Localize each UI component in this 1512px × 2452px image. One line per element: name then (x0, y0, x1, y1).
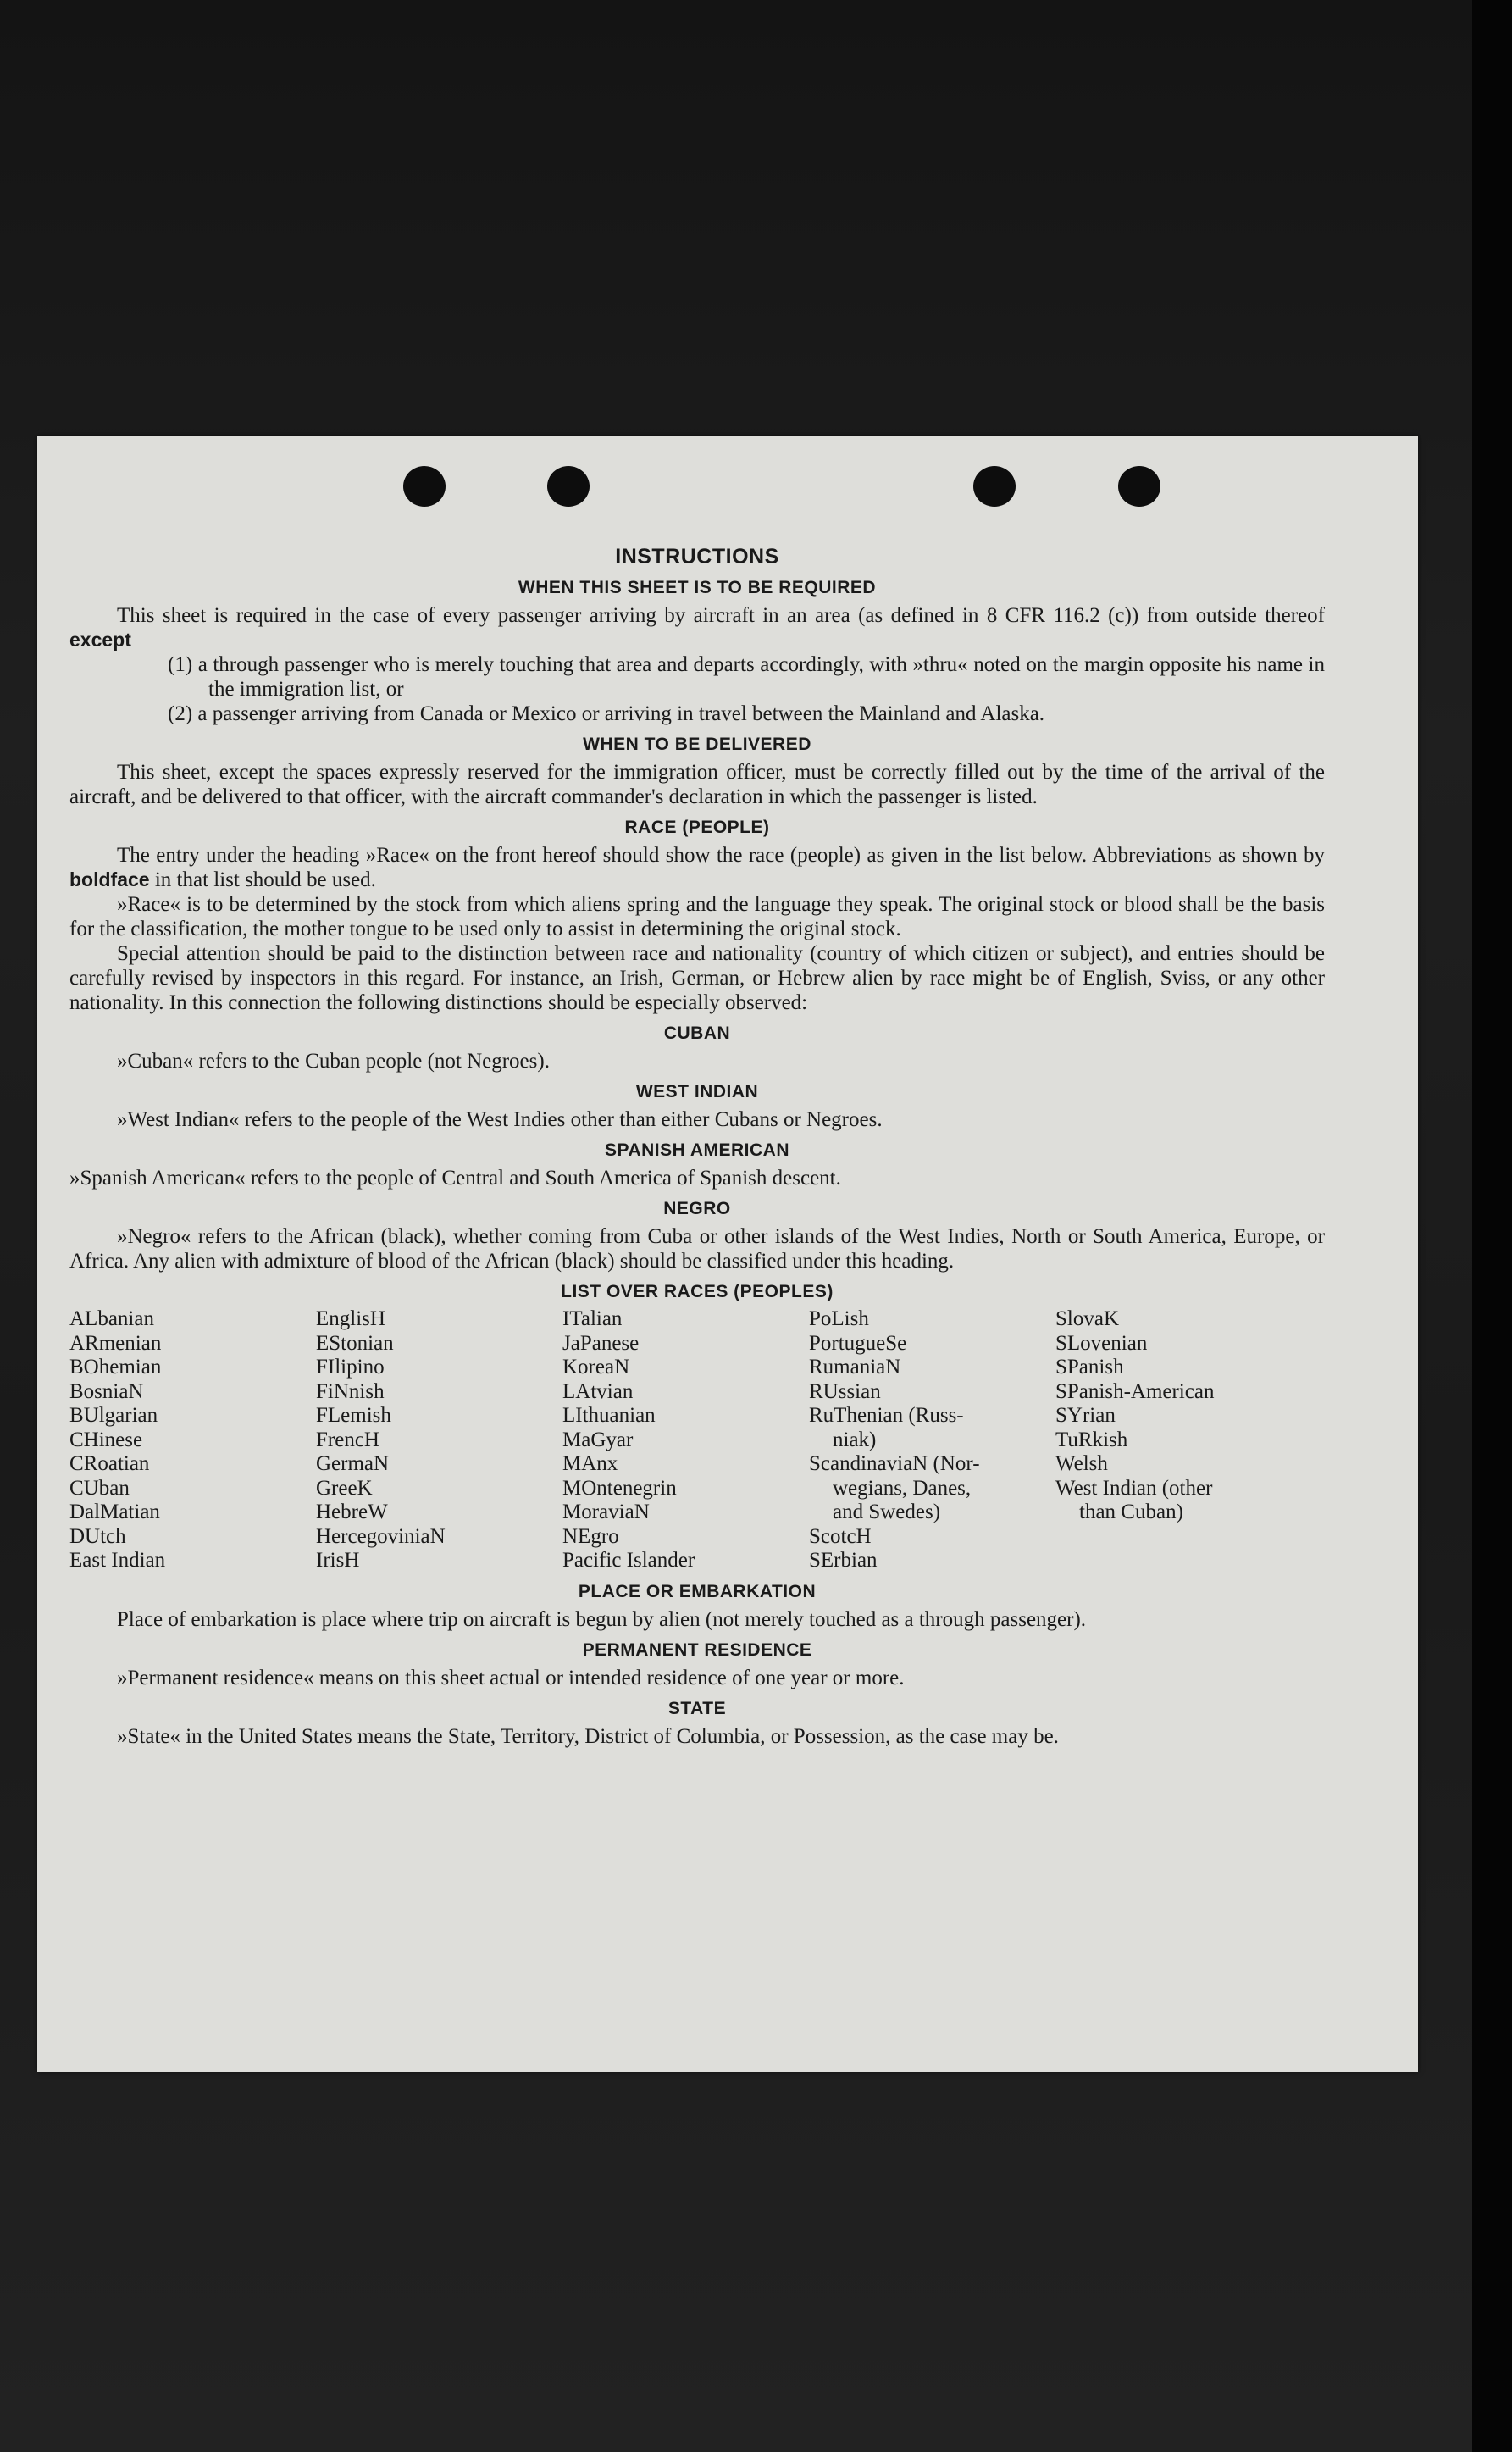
race-entry-continuation: than Cuban) (1079, 1501, 1183, 1523)
punch-hole (973, 466, 1016, 507)
heading-when-delivered: WHEN TO BE DELIVERED (583, 735, 811, 754)
race-entry: ScandinaviaN (Nor- (809, 1452, 980, 1475)
race-entry: PoLish (809, 1307, 869, 1330)
race-entry: ALbanian (69, 1307, 154, 1330)
race-entry: SErbian (809, 1549, 878, 1572)
punch-hole (403, 466, 446, 507)
race-paragraph-2: »Race« is to be determined by the stock from which aliens spring and the language they speak. The original stock or blood shall be the basis for the classification, the mother tongue to be used only to assist in determining the original stock. (69, 893, 1325, 940)
heading-west-indian: WEST INDIAN (635, 1082, 759, 1101)
heading-permanent-residence: PERMANENT RESIDENCE (582, 1639, 812, 1660)
race-entry: EnglisH (316, 1307, 385, 1330)
race-column (1055, 1307, 1302, 1573)
scan-edge (1472, 0, 1512, 2452)
heading-place-of-embarkation: PLACE OR EMBARKATION (578, 1581, 817, 1601)
page-title: INSTRUCTIONS (615, 545, 779, 569)
race-entry: HercegoviniaN (316, 1524, 446, 1548)
race-entry: KoreaN (562, 1356, 630, 1379)
exception-list (69, 652, 1325, 726)
race-entry: SPanish-American (1055, 1379, 1215, 1403)
heading-race: RACE (PEOPLE) (624, 818, 770, 837)
heading-when-required: WHEN THIS SHEET IS TO BE REQUIRED (518, 578, 877, 597)
when-required-intro: This sheet is required in the case of every passenger arriving by aircraft in an area (as defined in 8 CFR 116.2 (c)) from outside thereof except (69, 604, 1325, 651)
race-entry: CRoatian (69, 1452, 150, 1475)
race-list (69, 1307, 1325, 1573)
punch-hole (1118, 466, 1160, 507)
race-entry: DalMatian (69, 1501, 160, 1523)
cuban-text: »Cuban« refers to the Cuban people (not Negroes). (117, 1050, 550, 1073)
race-entry: MAnx (562, 1452, 618, 1475)
race-entry-continuation: wegians, Danes, (833, 1476, 972, 1500)
race-entry: HebreW (316, 1501, 388, 1523)
race-paragraph-1: The entry under the heading »Race« on the front hereof should show the race (people) as given in the list below. Abbreviations as shown by boldface in that list should be used. (69, 844, 1325, 891)
race-entry: LIthuanian (562, 1404, 656, 1427)
race-entry: PortugueSe (809, 1331, 907, 1355)
instruction-sheet (37, 436, 1418, 2072)
negro-text: »Negro« refers to the African (black), whether coming from Cuba or other islands of the West Indies, North or South America, Europe, or Africa. Any alien with admixture of blood of the African (black) should be classified under this heading. (69, 1225, 1325, 1273)
race-entry: GermaN (316, 1452, 390, 1475)
race-entry: GreeK (316, 1476, 373, 1500)
race-entry: FiNnish (316, 1379, 385, 1403)
race-entry: RumaniaN (809, 1356, 901, 1379)
race-entry: JaPanese (562, 1331, 640, 1355)
race-entry: ARmenian (69, 1331, 162, 1355)
race-entry: LAtvian (562, 1379, 634, 1403)
race-entry: CUban (69, 1476, 130, 1500)
exception-item: (2) a passenger arriving from Canada or Mexico or arriving in travel between the Mainland and Alaska. (168, 702, 1045, 725)
race-entry: MoraviaN (562, 1501, 650, 1523)
race-column (316, 1307, 562, 1573)
race-entry-continuation: niak) (833, 1428, 877, 1451)
race-column (69, 1307, 316, 1573)
west-indian-text: »West Indian« refers to the people of the West Indies other than either Cubans or Negroes. (117, 1108, 883, 1131)
punch-hole (547, 466, 590, 507)
race-entry: SPanish (1055, 1356, 1124, 1379)
permanent-residence-text: »Permanent residence« means on this sheet actual or intended residence of one year or more. (117, 1666, 905, 1689)
race-paragraph-3: Special attention should be paid to the distinction between race and nationality (country of which citizen or subject), and entries should be carefully revised by inspectors in this regard. For instance, an Irish, German, or Hebrew alien by race might be of English, Sviss, or any other nationality. In this connection the following distinctions should be especially observed: (69, 942, 1325, 1014)
when-delivered-text: This sheet, except the spaces expressly reserved for the immigration officer, must be correctly filled out by the time of the arrival of the aircraft, and be delivered to that officer, with the aircraft commander's declaration in which the passenger is listed. (69, 761, 1325, 808)
race-entry: BosniaN (69, 1379, 144, 1403)
race-entry: TuRkish (1055, 1428, 1128, 1451)
race-entry: Welsh (1055, 1452, 1108, 1475)
race-entry: SLovenian (1055, 1331, 1148, 1355)
race-entry: MaGyar (562, 1428, 634, 1451)
race-entry: RuThenian (Russ- (809, 1404, 964, 1427)
document-body (69, 545, 1325, 1749)
race-entry: IrisH (316, 1549, 360, 1572)
race-entry: SYrian (1055, 1404, 1116, 1427)
race-entry-continuation: and Swedes) (833, 1501, 941, 1523)
spanish-american-text: »Spanish American« refers to the people of Central and South America of Spanish descent. (69, 1167, 841, 1190)
heading-state: STATE (667, 1698, 727, 1718)
race-entry: West Indian (other (1055, 1476, 1213, 1500)
place-of-embarkation-text: Place of embarkation is place where trip on aircraft is begun by alien (not merely touched as a through passenger). (117, 1607, 1087, 1631)
heading-spanish-american: SPANISH AMERICAN (604, 1140, 789, 1160)
race-entry: EStonian (316, 1331, 394, 1355)
race-column (809, 1307, 1055, 1573)
race-entry: FIlipino (316, 1356, 385, 1379)
race-entry: ITalian (562, 1307, 623, 1330)
exception-item: (1) a through passenger who is merely touching that area and departs accordingly, with »thru« noted on the margin opposite his name in the immigration list, or (168, 653, 1325, 701)
race-entry: ScotcH (809, 1524, 872, 1548)
race-entry: CHinese (69, 1428, 143, 1451)
race-entry: MOntenegrin (562, 1476, 677, 1500)
race-entry: FrencH (316, 1428, 379, 1451)
race-entry: BUlgarian (69, 1404, 158, 1427)
heading-negro: NEGRO (663, 1199, 731, 1218)
state-text: »State« in the United States means the State, Territory, District of Columbia, or Possession, as the case may be. (117, 1724, 1059, 1748)
race-entry: Pacific Islander (562, 1549, 695, 1572)
race-entry: DUtch (69, 1524, 126, 1548)
race-entry: FLemish (316, 1404, 391, 1427)
race-entry: NEgro (562, 1524, 619, 1548)
heading-list-over-races: LIST OVER RACES (PEOPLES) (561, 1282, 834, 1301)
race-entry: RUssian (809, 1379, 881, 1403)
heading-cuban: CUBAN (663, 1024, 731, 1043)
race-entry: East Indian (69, 1549, 166, 1572)
race-entry: SlovaK (1055, 1307, 1119, 1330)
race-column (562, 1307, 809, 1573)
race-entry: BOhemian (69, 1356, 162, 1379)
